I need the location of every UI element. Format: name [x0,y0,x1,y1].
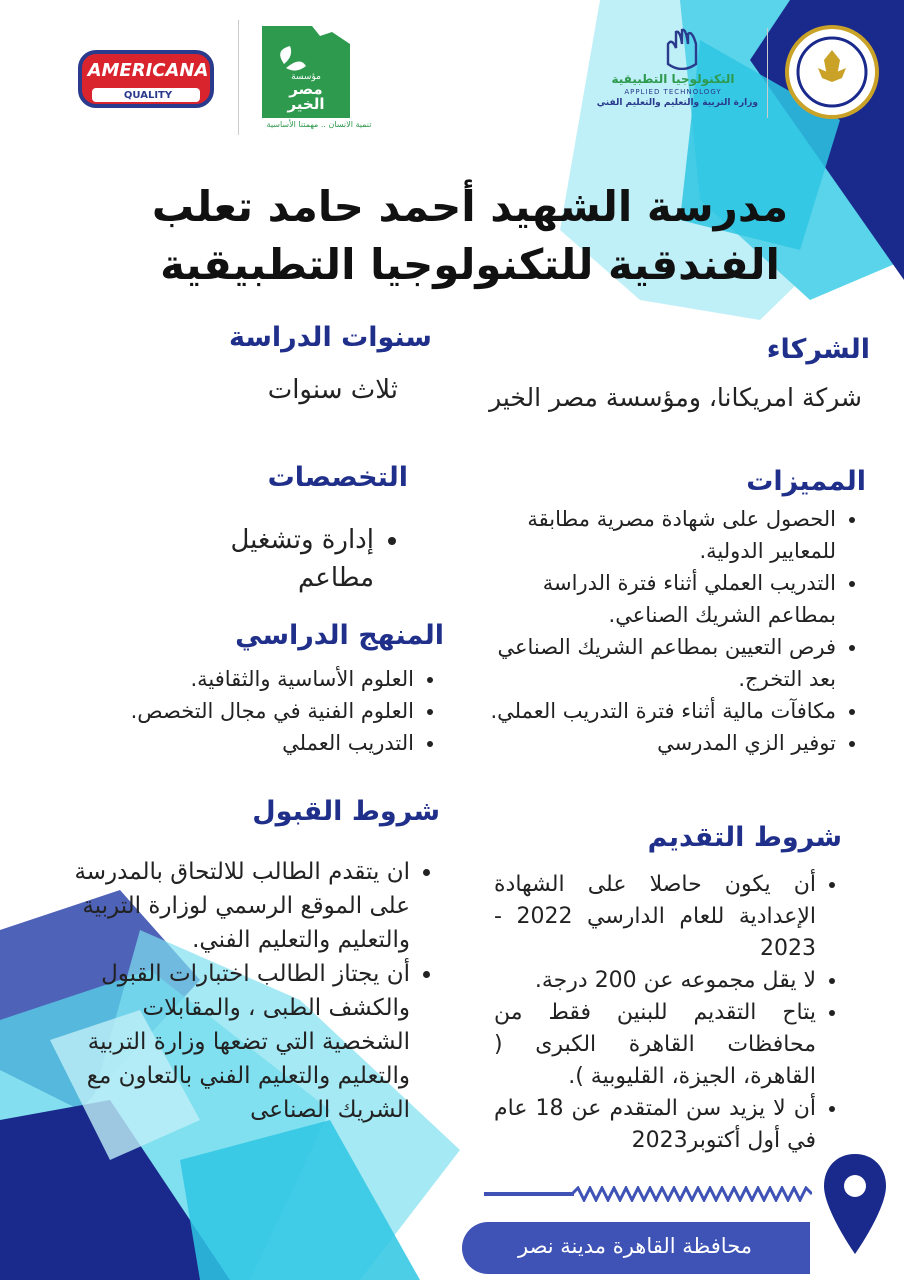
misr-elkheir-top: مؤسسة [291,72,321,82]
list-item: • أن يكون حاصلا على الشهادة الإعدادية للعام الدارسي 2022 - 2023 [494,869,816,965]
features-list [484,503,866,759]
partners-heading: الشركاء [766,334,870,365]
list-item: • العلوم الفنية في مجال التخصص. [60,695,414,727]
list-item: • يتاح التقديم للبنين فقط من محافظات القاهرة الكبرى ( القاهرة، الجيزة، القليوبية ). [494,997,816,1093]
footer-line [484,1192,574,1196]
americana-logo-sub: QUALITY [123,90,173,101]
list-item: • مكافآت مالية أثناء فترة التدريب العملي. [484,695,836,727]
applied-tech-en: APPLIED TECHNOLOGY [624,88,722,96]
school-title-line2: الفندقية للتكنولوجيا التطبيقية [160,240,780,289]
applied-technology-logo [596,28,768,118]
location-text: محافظة القاهرة مدينة نصر [517,1234,753,1258]
application-section [494,822,846,1157]
ministry-divider [767,28,768,118]
specialties-heading: التخصصات [267,462,408,493]
curriculum-list [60,663,444,759]
list-item: • توفير الزي المدرسي [484,727,836,759]
list-item: • التدريب العملي [60,727,414,759]
list-item: • الحصول على شهادة مصرية مطابقة للمعايير الدولية. [484,503,836,567]
admission-section [62,796,440,1127]
list-item: • لا يقل مجموعه عن 200 درجة. [494,965,816,997]
list-item: • ان يتقدم الطالب للالتحاق بالمدرسة على الموقع الرسمي لوزارة التربية والتعليم والتعليم الفني. [62,855,410,957]
school-title [110,178,830,294]
features-heading: المميزات [746,466,866,497]
application-heading: شروط التقديم [647,822,842,853]
americana-logo-name: AMERICANA [87,60,209,81]
misr-elkheir-logo [262,26,372,134]
applied-tech-ar: التكنولوجيا التطبيقية [611,72,735,86]
list-item: • أن لا يزيد سن المتقدم عن 18 عام في أول أكتوبر2023 [494,1093,816,1157]
americana-logo [78,50,218,112]
misr-elkheir-name: مصر الخير [287,80,325,113]
ministry-name: وزارة التربية والتعليم والتعليم الفني [596,98,758,108]
specialties-list [60,521,408,597]
years-text: ثلاث سنوات [267,375,398,405]
features-section [484,466,866,759]
list-item: • أن يجتاز الطالب اختبارات القبول والكشف الطبى ، والمقابلات الشخصية التي تضعها وزارة التربية والتعليم والتعليم الفني بالتعاون مع الشريك الصناعى [62,957,410,1127]
misr-elkheir-slogan: تنمية الانسان .. مهمتنا الأساسية [266,120,372,129]
location-pin-icon [820,1150,890,1260]
years-heading: سنوات الدراسة [228,322,432,353]
partners-section [484,334,870,416]
years-section [60,322,432,407]
application-list [494,869,846,1157]
school-title-line1: مدرسة الشهيد أحمد حامد تعلب [151,182,789,231]
footer-zigzag [572,1186,812,1202]
list-item: • فرص التعيين بمطاعم الشريك الصناعي بعد التخرج. [484,631,836,695]
list-item: • إدارة وتشغيل مطاعم [174,521,374,597]
logo-divider [238,20,239,135]
ministry-seal [784,24,880,120]
list-item: • التدريب العملي أثناء فترة الدراسة بمطاعم الشريك الصناعي. [484,567,836,631]
list-item: • العلوم الأساسية والثقافية. [60,663,414,695]
curriculum-heading: المنهج الدراسي [235,620,444,651]
admission-heading: شروط القبول [252,796,440,827]
curriculum-section [60,620,444,759]
partners-text: شركة امريكانا، ومؤسسة مصر الخير [489,383,862,412]
admission-list [62,855,440,1127]
specialties-section [60,462,408,597]
